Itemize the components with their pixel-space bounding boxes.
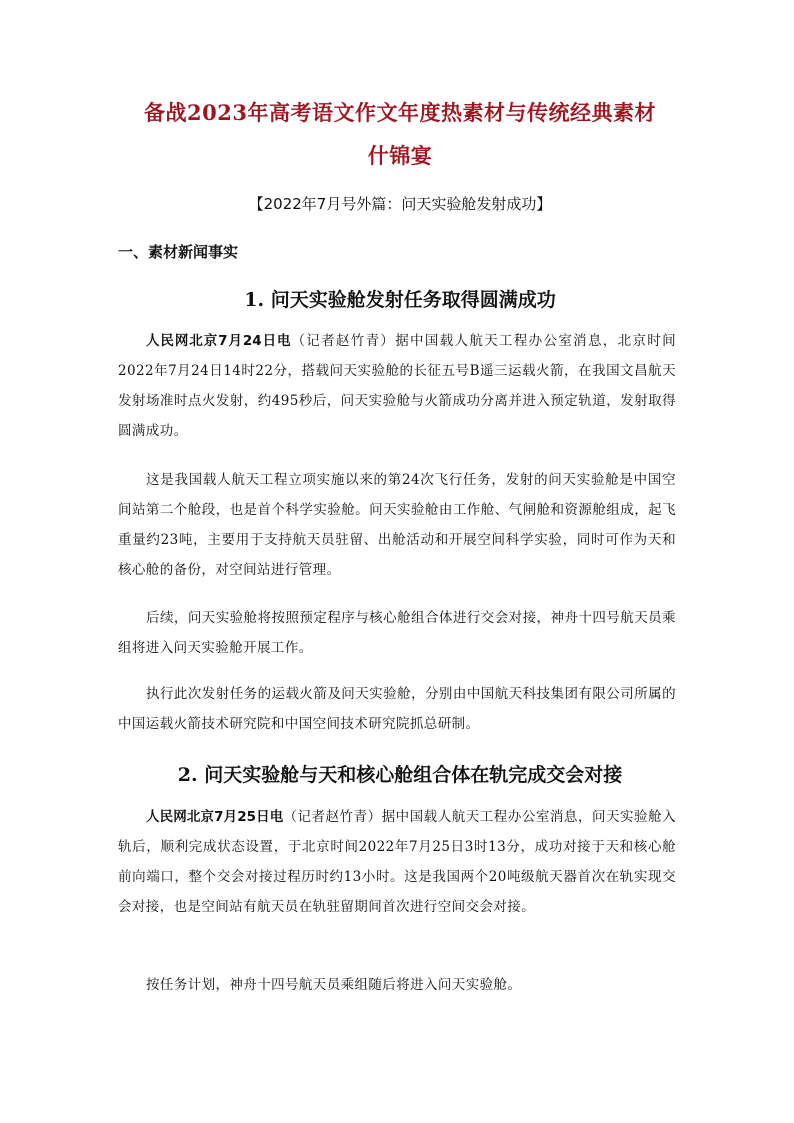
paragraph-3: 后续，问天实验舱将按照预定程序与核心舱组合体进行交会对接，神舟十四号航天员乘组将进入问天实验舱开展工作。 <box>118 610 676 656</box>
paragraph-4: 执行此次发射任务的运载火箭及问天实验舱，分别由中国航天科技集团有限公司所属的中国运载火箭技术研究院和中国空间技术研究院抓总研制。 <box>118 686 676 732</box>
news-heading-2: 2. 问天实验舱与天和核心舱组合体在轨完成交会对接 <box>177 764 623 786</box>
document-subtitle: 【2022年7月号外篇：问天实验舱发射成功】 <box>248 195 552 213</box>
document-title-line2: 什锦宴 <box>367 143 433 168</box>
document-title-line1: 备战2023年高考语文作文年度热素材与传统经典素材 <box>144 100 656 125</box>
news-heading-1: 1. 问天实验舱发射任务取得圆满成功 <box>244 289 556 311</box>
paragraph-2: 这是我国载人航天工程立项实施以来的第24次飞行任务，发射的问天实验舱是中国空间站第二个舱段，也是首个科学实验舱。问天实验舱由工作舱、气闸舱和资源舱组成，起飞重量约23吨，主要用于支持航天员驻留、出舱活动和开展空间科学实验，同时可作为天和核心舱的备份，对空间站进行管理。 <box>118 472 676 578</box>
paragraph-6: 按任务计划，神舟十四号航天员乘组随后将进入问天实验舱。 <box>146 977 522 993</box>
dateline: 人民网北京7月24日电 <box>146 333 292 349</box>
paragraph-5 <box>118 802 676 922</box>
paragraph-text: （记者赵竹青）据中国载人航天工程办公室消息，问天实验舱入轨后，顺利完成状态设置，于北京时间2022年7月25日3时13分，成功对接于天和核心舱前向端口，整个交会对接过程历时约13小时。这是我国两个20吨级航天器首次在轨实现交会对接，也是空间站有航天员在轨驻留期间首次进行空间交会对接。 <box>118 809 677 915</box>
paragraph-text: （记者赵竹青）据中国载人航天工程办公室消息，北京时间2022年7月24日14时22分，搭载问天实验舱的长征五号B遥三运载火箭，在我国文昌航天发射场准时点火发射，约495秒后，问天实验舱与火箭成功分离并进入预定轨道，发射取得圆满成功。 <box>118 333 676 439</box>
paragraph-1 <box>118 326 676 446</box>
dateline: 人民网北京7月25日电 <box>146 809 284 825</box>
section-heading: 一、素材新闻事实 <box>118 243 239 261</box>
